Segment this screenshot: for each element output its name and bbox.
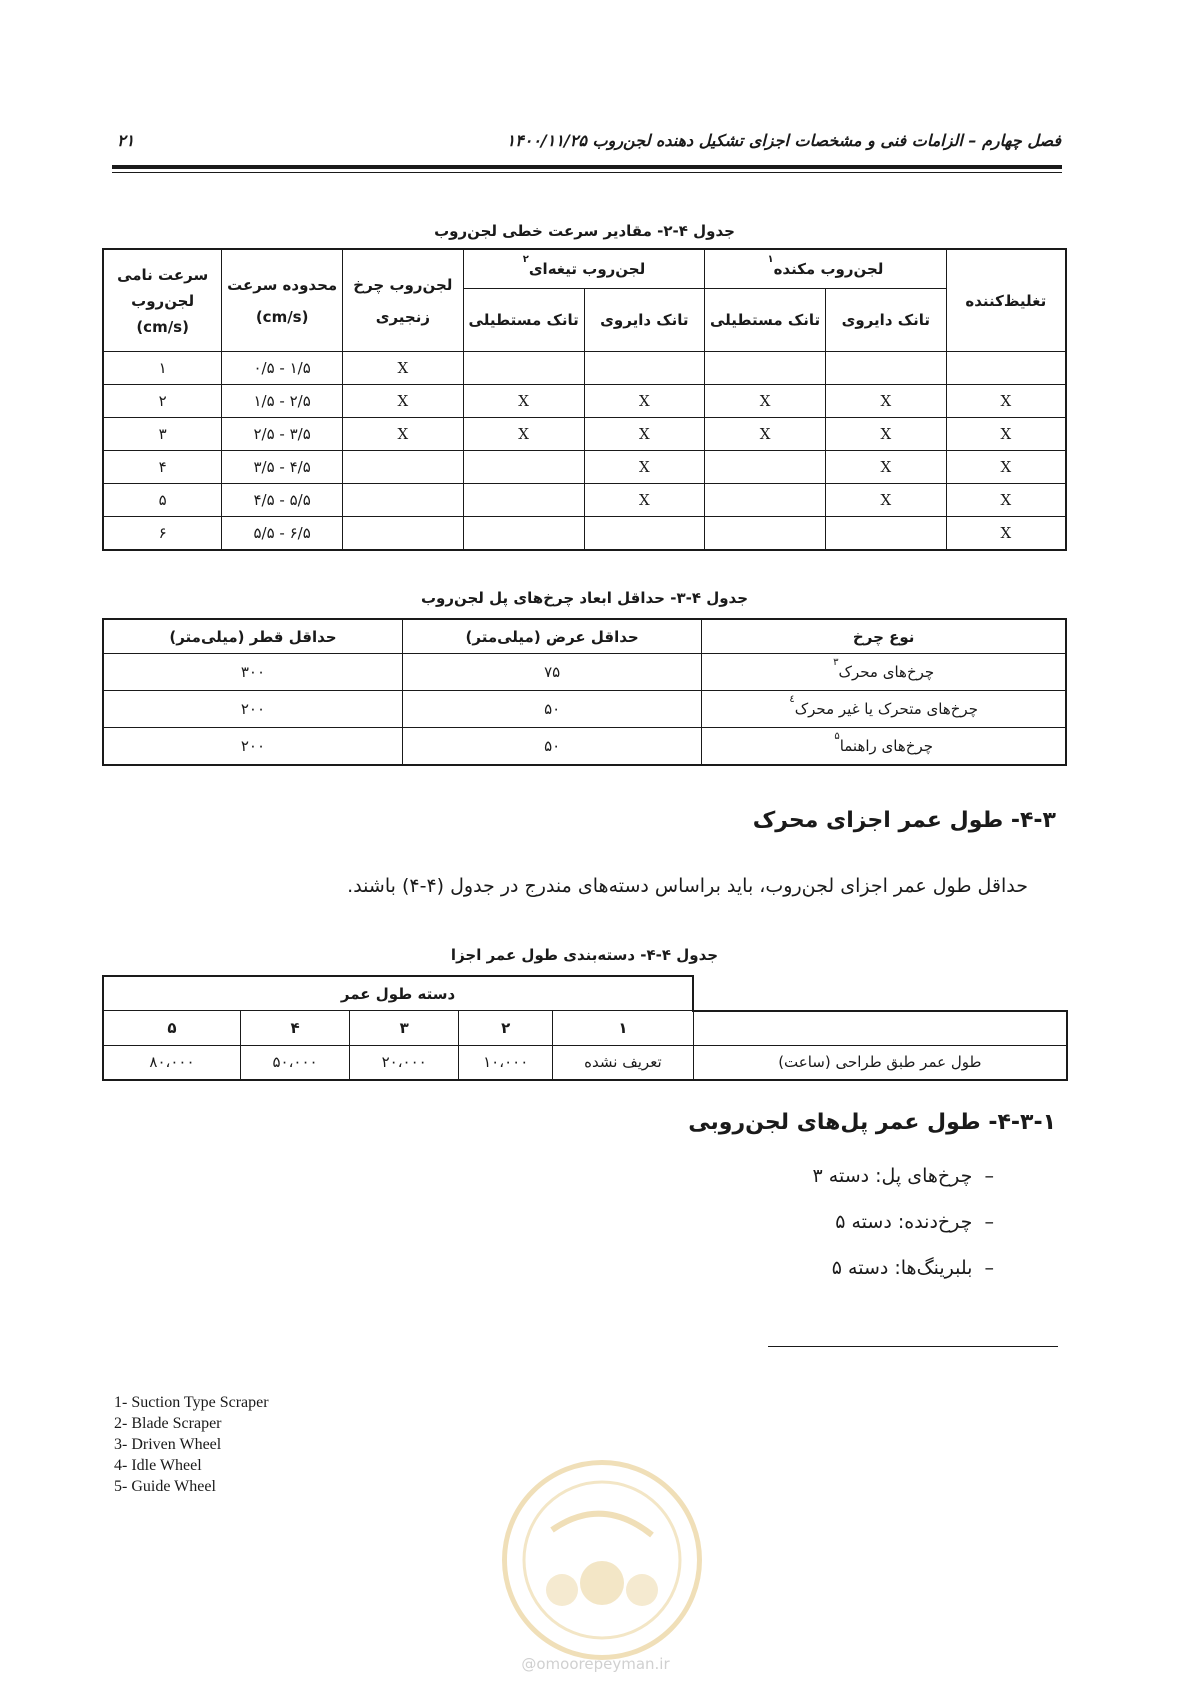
cell-nominal: ۴: [103, 451, 222, 484]
cell-chain: X: [343, 352, 464, 385]
cell-wheel-type: چرخ‌های راهنما$^۵$: [702, 728, 1066, 766]
footnote: 5- Guide Wheel: [114, 1478, 216, 1495]
header-chain-scraper: لجن‌روب چرخ زنجیری: [343, 249, 464, 352]
footnote-separator: [768, 1346, 1058, 1347]
cell-wheel-type: چرخ‌های متحرک یا غیر محرک$^٤$: [702, 691, 1066, 728]
table-4-2-body: [103, 352, 1066, 551]
header-blade-scraper: لجن‌روب تیغه‌ای$^۲$: [463, 249, 704, 289]
table-row: [103, 691, 1066, 728]
cell-nominal: ۵: [103, 484, 222, 517]
bullet-item: – چرخ‌های پل: دسته ۳: [812, 1165, 994, 1187]
cell-chain: X: [343, 418, 464, 451]
category-header: ۵: [103, 1011, 240, 1046]
category-header: ۱: [553, 1011, 693, 1046]
cell-lifetime-value: ۵۰،۰۰۰: [240, 1045, 349, 1080]
table-4-4-category-row: [103, 1011, 1067, 1046]
cell-blade-circ: X: [584, 385, 705, 418]
category-header: ۴: [240, 1011, 349, 1046]
cell-chain: [343, 517, 464, 551]
cell-width: ۵۰: [402, 691, 701, 728]
cell-suction-rect: [705, 451, 826, 484]
footnote: 2- Blade Scraper: [114, 1415, 222, 1432]
cell-wheel-type: چرخ‌های محرک$^۳$: [702, 654, 1066, 691]
cell-blade-rect: [463, 484, 584, 517]
cell-thickener: X: [946, 451, 1066, 484]
table-row: [103, 385, 1066, 418]
table-4-4-value-row: [103, 1045, 1067, 1080]
cell-suction-rect: X: [705, 418, 826, 451]
header-thickener: تغلیظ‌کننده: [946, 249, 1066, 352]
cell-blade-rect: [463, 352, 584, 385]
header-speed-range: محدوده سرعت (cm/s): [222, 249, 343, 352]
footnote: 3- Driven Wheel: [114, 1436, 222, 1453]
cell-suction-circ: [825, 517, 946, 551]
header-suction-circular: تانک دایروی: [825, 289, 946, 352]
cell-range: ۳/۵ - ۴/۵: [222, 451, 343, 484]
table-4-4-lifetime-categories: [102, 975, 1068, 1081]
footnotes: [114, 1392, 269, 1497]
running-header-title: فصل چهارم – الزامات فنی و مشخصات اجزای تشکیل دهنده لجن‌روب ۱۴۰۰/۱۱/۲۵: [506, 131, 1061, 150]
cell-lifetime-value: ۱۰،۰۰۰: [459, 1045, 553, 1080]
cell-thickener: X: [946, 418, 1066, 451]
page-number: ۲۱: [117, 131, 135, 150]
cell-chain: X: [343, 385, 464, 418]
table-4-3-body: [103, 654, 1066, 766]
watermark-site: @omoorepeyman.ir: [521, 1655, 670, 1673]
bullet-item: – بلبرینگ‌ها: دسته ۵: [831, 1257, 994, 1279]
cell-suction-rect: [705, 517, 826, 551]
cell-blade-rect: [463, 451, 584, 484]
cell-diameter: ۲۰۰: [103, 691, 402, 728]
header-suction-rect: تانک مستطیلی: [705, 289, 826, 352]
table-row: [103, 451, 1066, 484]
cell-lifetime-value: ۸۰،۰۰۰: [103, 1045, 240, 1080]
cell-chain: [343, 484, 464, 517]
section-4-3-1-heading: ۴-۳-۱- طول عمر پل‌های لجن‌روبی: [688, 1110, 1056, 1135]
cell-thickener: X: [946, 517, 1066, 551]
cell-thickener: X: [946, 484, 1066, 517]
footnote: 4- Idle Wheel: [114, 1457, 202, 1474]
section-4-3-heading: ۴-۳- طول عمر اجزای محرک: [752, 808, 1056, 833]
table-row: [103, 728, 1066, 766]
cell-lifetime-value: ۲۰،۰۰۰: [350, 1045, 459, 1080]
cell-suction-rect: X: [705, 385, 826, 418]
watermark-logo: [502, 1460, 702, 1660]
table-4-4-caption: جدول ۴-۴- دسته‌بندی طول عمر اجزا: [450, 946, 719, 964]
cell-blade-circ: [584, 517, 705, 551]
cell-diameter: ۳۰۰: [103, 654, 402, 691]
cell-diameter: ۲۰۰: [103, 728, 402, 766]
header-blade-rect: تانک مستطیلی: [463, 289, 584, 352]
table-row: [103, 352, 1066, 385]
header-blade-circular: تانک دایروی: [584, 289, 705, 352]
cell-nominal: ۲: [103, 385, 222, 418]
cell-row-label: طول عمر طبق طراحی (ساعت): [693, 1045, 1067, 1080]
cell-chain: [343, 451, 464, 484]
cell-blade-rect: X: [463, 418, 584, 451]
header-suction-scraper: لجن‌روب مکنده$^۱$: [705, 249, 946, 289]
header-min-diameter: حداقل قطر (میلی‌متر): [103, 619, 402, 654]
header-rule-thin: [112, 172, 1062, 173]
cell-suction-circ: X: [825, 418, 946, 451]
header-lifetime-category: دسته طول عمر: [103, 976, 693, 1011]
table-4-2-caption: جدول ۴-۲- مقادیر سرعت خطی لجن‌روب: [434, 222, 735, 240]
cell-suction-rect: [705, 352, 826, 385]
category-header: ۳: [350, 1011, 459, 1046]
header-wheel-type: نوع چرخ: [702, 619, 1066, 654]
bullet-item: – چرخ‌دنده: دسته ۵: [835, 1211, 994, 1233]
cell-blade-circ: X: [584, 451, 705, 484]
table-row: [103, 517, 1066, 551]
cell-range: ۵/۵ - ۶/۵: [222, 517, 343, 551]
table-4-3-wheel-dimensions: [102, 618, 1067, 766]
table-4-2-linear-speeds: [102, 248, 1067, 551]
cell-blade-rect: X: [463, 385, 584, 418]
header-rule-thick: [112, 165, 1062, 169]
cell-thickener: X: [946, 385, 1066, 418]
category-header: ۲: [459, 1011, 553, 1046]
cell-blade-circ: X: [584, 484, 705, 517]
cell-suction-circ: X: [825, 484, 946, 517]
cell-blade-rect: [463, 517, 584, 551]
cell-suction-circ: [825, 352, 946, 385]
cell-suction-circ: X: [825, 451, 946, 484]
cell-range: ۲/۵ - ۳/۵: [222, 418, 343, 451]
cell-range: ۱/۵ - ۲/۵: [222, 385, 343, 418]
cell-nominal: ۱: [103, 352, 222, 385]
section-4-3-paragraph: حداقل طول عمر اجزای لجن‌روب، باید براساس دسته‌های مندرج در جدول (۴-۴) باشند.: [347, 875, 1028, 897]
cell-thickener: [946, 352, 1066, 385]
cell-blade-circ: X: [584, 418, 705, 451]
cell-nominal: ۳: [103, 418, 222, 451]
cell-width: ۵۰: [402, 728, 701, 766]
cell-suction-circ: X: [825, 385, 946, 418]
cell-suction-rect: [705, 484, 826, 517]
table-4-3-caption: جدول ۴-۳- حداقل ابعاد چرخ‌های پل لجن‌روب: [420, 589, 749, 607]
header-min-width: حداقل عرض (میلی‌متر): [402, 619, 701, 654]
table-row: [103, 418, 1066, 451]
cell-range: ۰/۵ - ۱/۵: [222, 352, 343, 385]
table-row: [103, 484, 1066, 517]
cell-lifetime-value: تعریف نشده: [553, 1045, 693, 1080]
cell-blade-circ: [584, 352, 705, 385]
table-row: [103, 654, 1066, 691]
cell-range: ۴/۵ - ۵/۵: [222, 484, 343, 517]
cell-nominal: ۶: [103, 517, 222, 551]
header-nominal-speed: سرعت نامی لجن‌روب (cm/s): [103, 249, 222, 352]
footnote: 1- Suction Type Scraper: [114, 1394, 269, 1411]
cell-width: ۷۵: [402, 654, 701, 691]
